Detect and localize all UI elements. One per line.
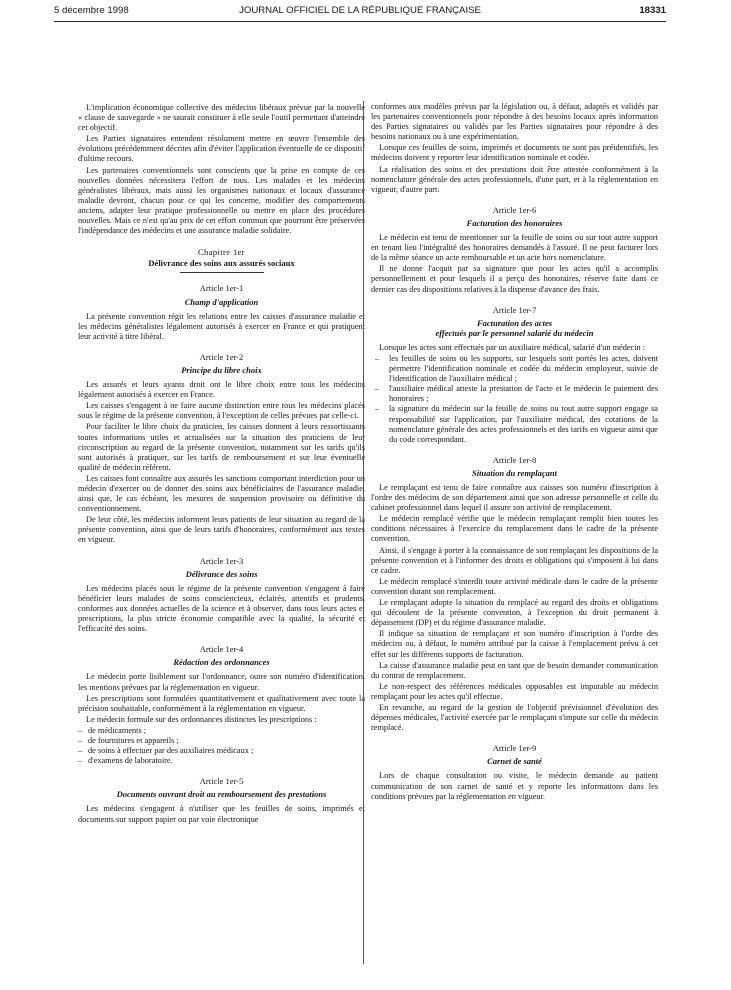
list-item: – les feuilles de soins ou les supports, sur lesquels sont portés les actes, doivent permettre l'identification nominale et codée du médecin employeur, suivie de l'identification de l'auxiliaire médical ; [371, 354, 658, 384]
chapter-title: Délivrance des soins aux assurés sociaux [148, 258, 295, 269]
article-paragraph: La caisse d'assurance maladie peut en tant que de besoin demander communication du contrat de remplacement. [371, 660, 658, 680]
article-paragraph: Les caisses font connaître aux assurés les sanctions comportant interdiction pour un médecin d'exercer ou de donner des soins aux bénéficiaires de l'assurance maladie, ainsi que, le cas échéant, les mesures de suspension provisoire ou définitive du conventionnement. [78, 473, 365, 514]
article-title: Délivrance des soins [185, 568, 258, 579]
list-item: – de soins à effectuer par des auxiliaires médicaux ; [78, 746, 365, 756]
article-paragraph: Il ne donne l'acquit par sa signature que pour les actes qu'il a accomplis personnellement et pour lesquels il a perçu des honoraires, réserve faite dans ce dernier cas des dispositions relatives à la dispense d'avance des frais. [371, 264, 658, 294]
prescription-list [78, 726, 365, 766]
article-paragraph: Pour faciliter le libre choix du praticien, les caisses donnent à leurs ressortissants toutes informations utiles et actualisées sur la situation des praticiens de leur circonscription au regard de la présente convention, notamment sur les tarifs qu'ils sont autorisés à pratiquer, sur les tarifs de remboursement et sur leur éventuelle qualité de médecin référent. [78, 422, 365, 472]
article-paragraph: Le médecin remplacé s'interdit toute activité médicale dans le cadre de la présente convention durant son remplacement. [371, 576, 658, 596]
article-paragraph: conformes aux modèles prévus par la législation ou, à défaut, adaptés et validés par les partenaires conventionnels pour répondre à des besoins locaux après information des Parties signataires ou validés par les Parties signataires pour répondre à des besoins nationaux ou à une expérimentation. [371, 102, 658, 142]
article-paragraph: Les médecins s'engagent à n'utiliser que les feuilles de soins, imprimés et documents sur support papier ou par voie électronique [78, 804, 365, 824]
list-item: – la signature du médecin sur la feuille de soins ou tout autre support engage sa responsabilité sur l'application, par l'auxiliaire médical, des cotations de la nomenclature générale des actes professionnels et des tarifs en vigueur ainsi que du code correspondant. [371, 404, 658, 444]
article-label: Article 1er-1 [199, 283, 244, 294]
list-item: – de médicaments ; [78, 726, 365, 736]
chapter-label: Chapitre 1er [197, 247, 246, 258]
running-header [54, 5, 666, 19]
article-title: Carnet de santé [487, 756, 542, 767]
article-paragraph: Il indique sa situation de remplaçant et son numéro d'inscription à l'ordre des médecins ou, à défaut, le numéro attribué par la caisse à l'emplacement prévu à cet effet sur les différents supports de facturation. [371, 629, 658, 659]
article-title-continued: effectués par le personnel salarié du médecin [435, 327, 594, 338]
right-column [371, 102, 658, 803]
header-date: 5 décembre 1998 [54, 5, 129, 16]
list-item: – l'auxiliaire médical atteste la prestation de l'acte et le médecin le paiement des honoraires ; [371, 384, 658, 404]
article-paragraph: Le médecin formule sur des ordonnances distinctes les prescriptions : [86, 714, 317, 724]
header-page-number: 18331 [639, 5, 666, 16]
article-paragraph: Le remplaçant adopte la situation du remplacé au regard des droits et obligations qui découlent de la présente convention, à l'exception du droit permanent à dépassement (DP) et du régime d'assurance maladie. [371, 598, 658, 628]
left-column [78, 103, 365, 826]
article-label: Article 1er-7 [492, 304, 537, 315]
article-paragraph: Lors de chaque consultation ou visite, le médecin demande au patient communication de son carnet de santé et y reporte les informations dans les conditions prévues par la réglementation en vigueur. [371, 771, 658, 801]
article-paragraph: De leur côté, les médecins informent leurs patients de leur situation au regard de la présente convention, ainsi que de leurs tarifs d'honoraires, conformément aux textes en vigueur. [78, 515, 365, 545]
article-label: Article 1er-4 [199, 644, 244, 655]
article-label: Article 1er-3 [199, 555, 244, 566]
list-item: – d'examens de laboratoire. [78, 756, 365, 766]
header-journal-title: JOURNAL OFFICIEL DE LA RÉPUBLIQUE FRANÇAISE [239, 5, 481, 16]
article-label: Article 1er-5 [199, 776, 244, 787]
section-rule [180, 272, 264, 273]
article-paragraph: Les assurés et leurs ayants droit ont le libre choix entre tous les médecins légalement autorisés à exercer en France. [78, 380, 365, 400]
article-paragraph: Le remplaçant est tenu de faire connaître aux caisses son numéro d'inscription à l'ordre des médecins de son département ainsi que son adresse personnelle et celle du cabinet professionnel dans lequel il assure son activité de remplacement. [371, 483, 658, 513]
article-title: Principe du libre choix [181, 364, 262, 375]
article-title: Facturation des actes [476, 317, 553, 328]
article-paragraph: Les caisses s'engagent à ne faire aucune distinction entre tous les médecins placés sous le régime de la présente convention, à l'exception de celles prévues par celle-ci. [78, 401, 365, 421]
article-title: Situation du remplaçant [471, 467, 558, 478]
article-label: Article 1er-9 [492, 743, 537, 754]
article-label: Article 1er-6 [492, 204, 537, 215]
article-paragraph: En revanche, au regard de la gestion de l'objectif prévisionnel d'évolution des dépenses médicales, l'activité exercée par le remplaçant s'impute sur celle du médecin remplacé. [371, 702, 658, 733]
article-paragraph: Le médecin porte lisiblement sur l'ordonnance, outre son numéro d'identification, les mentions prévues par la réglementation en vigueur. [78, 672, 365, 692]
article-title: Documents ouvrant droit au remboursement des prestations [116, 789, 327, 800]
article-paragraph: Les prescriptions sont formulées quantitativement et qualitativement avec toute la précision souhaitable, conformément à la réglementation en vigueur. [78, 693, 365, 713]
article-paragraph: La réalisation des soins et des prestations doit être attestée conformément à la nomenclature générale des actes professionnels, d'une part, et à la réglementation en vigueur, d'autre part. [371, 164, 658, 194]
intro-paragraph: Les partenaires conventionnels sont conscients que la prise en compte de ces nouvelles données nécessitera l'effort de tous. Les malades et les médecins généralistes libéraux, mais aussi les organismes nationaux et locaux d'assurance maladie devront, chacun pour ce qui les concerne, modifier des comportements anciens, adapter leur pratique professionnelle ou mettre en place des procédures nouvelles. Mais ce n'est qu'au prix de cet effort commun que pourront être préservées l'indépendance des médecins et une assurance maladie solidaire. [78, 165, 365, 236]
intro-paragraph: L'implication économique collective des médecins libéraux prévue par la nouvelle « clause de sauvegarde » ne saurait constituer à elle seule l'outil permettant d'atteindre cet objectif. [78, 103, 365, 133]
article-paragraph: La présente convention régit les relations entre les caisses d'assurance maladie et les médecins généralistes légalement autorisés à exercer en France et qui pratiquent leur activité à titre libéral. [78, 311, 365, 341]
article-title: Rédaction des ordonnances [173, 657, 270, 668]
article-title: Champ d'application [184, 296, 259, 307]
article-label: Article 1er-8 [492, 454, 537, 465]
auxiliary-list [371, 354, 658, 445]
article-paragraph: Ainsi, il s'engage à porter à la connaissance de son remplaçant les dispositions de la présente convention et à l'informer des droits et obligations qui s'imposent à lui dans ce cadre. [371, 545, 658, 575]
article-label: Article 1er-2 [199, 351, 244, 362]
article-paragraph: Les médecins placés sous le régime de la présente convention s'engagent à faire bénéficier leurs malades de soins consciencieux, éclairés, attentifs et prudents, conformes aux données actuelles de la science et à observer, dans tous leurs actes et prescriptions, la plus stricte économie compatible avec la qualité, la sécurité et l'efficacité des soins. [78, 583, 365, 634]
article-paragraph: Lorsque ces feuilles de soins, imprimés et documents ne sont pas préidentifiés, les médecins doivent y reporter leur identification nominale et codée. [371, 143, 658, 163]
article-paragraph: Le médecin remplacé vérifie que le médecin remplaçant remplit bien toutes les conditions nécessaires à l'exercice du remplacement dans le cadre de la présente convention. [371, 514, 658, 544]
article-paragraph: Le médecin est tenu de mentionner sur la feuille de soins ou sur tout autre support en tenant lieu l'intégralité des honoraires demandés à l'assuré. Il ne peut facturer lors de la même séance un acte remboursable et un acte hors nomenclature. [371, 233, 658, 263]
intro-paragraph: Les Parties signataires entendent résolument mettre en œuvre l'ensemble des évolutions précédemment décrites afin d'éviter l'application éventuelle de ce dispositif d'ultime recours. [78, 134, 365, 164]
article-paragraph: Le non-respect des références médicales opposables est imputable au médecin remplaçant pour les actes qu'il effectue. [371, 681, 658, 701]
list-item: – de fournitures et appareils ; [78, 736, 365, 746]
header-rule [54, 21, 666, 22]
column-separator [363, 101, 364, 964]
article-paragraph: Lorsque les actes sont effectués par un auxiliaire médical, salarié d'un médecin : [379, 342, 646, 352]
article-title: Facturation des honoraires [466, 217, 563, 228]
